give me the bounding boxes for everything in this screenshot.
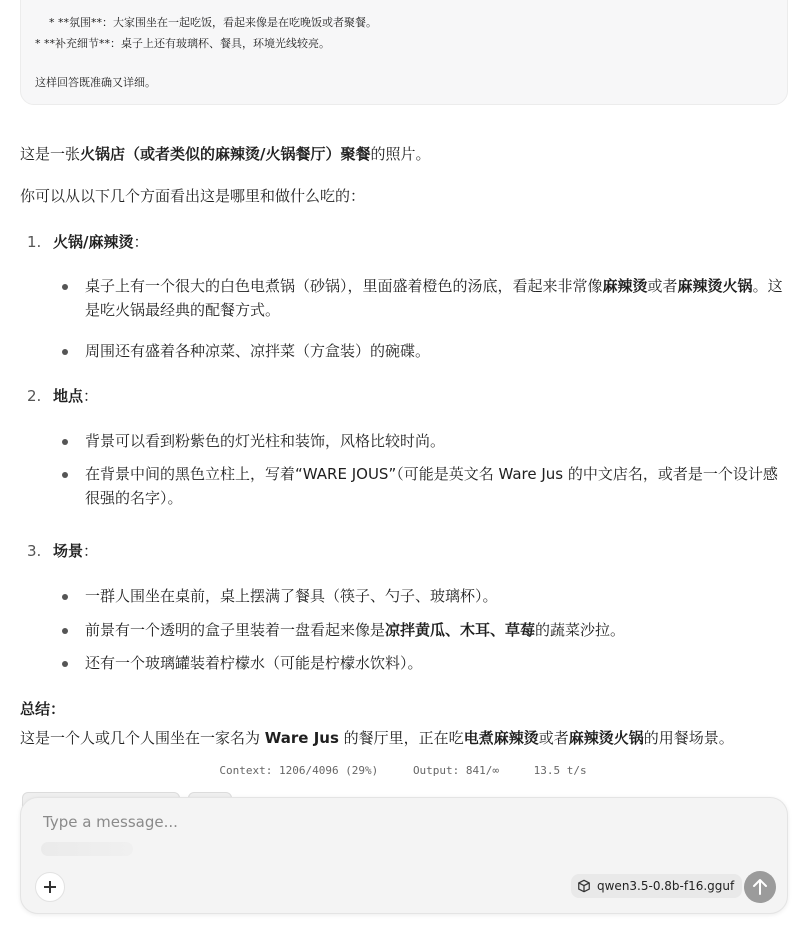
section-title-location <box>53 384 98 408</box>
section-number: 3. <box>27 542 42 560</box>
bullet-dot <box>62 349 68 355</box>
bullet-text-a: 桌子上有一个很大的白色电煮锅（砂锅），里面盛着橙色的汤底，看起来非常像 <box>85 277 603 295</box>
summary-text-bold: 麻辣烫火锅 <box>568 729 644 747</box>
bullet-text-bold: 麻辣烫火锅 <box>677 277 753 295</box>
summary-text: 这是一个人或几个人围坐在一家名为 <box>20 729 265 747</box>
message-composer <box>20 797 788 914</box>
summary-label <box>20 697 65 721</box>
previous-line-atmosphere: * **氛围**：大家围坐在一起吃饭，看起来像是在吃晚饭或者聚餐。 <box>49 16 377 29</box>
section-colon: ： <box>83 542 99 560</box>
bullet-text-a: 前景有一个透明的盒子里装着一盘看起来像是 <box>85 621 386 639</box>
bullet-text-c: 或者 <box>647 277 678 295</box>
section-title-text: 地点 <box>53 387 84 405</box>
bullet-pot-description <box>85 274 790 322</box>
bullet-dot <box>62 284 68 290</box>
bullet-text-c: 的蔬菜沙拉。 <box>535 621 626 639</box>
bullet-text-e: 。这是吃火锅最经典的配餐方式。 <box>85 277 783 319</box>
intro-paragraph <box>20 142 431 166</box>
bullet-dot <box>62 628 68 634</box>
summary-text: 或者 <box>538 729 569 747</box>
bullet-dot <box>62 594 68 600</box>
bullet-salad <box>85 618 790 642</box>
model-selector[interactable] <box>571 874 742 898</box>
summary-text-bold: 电煮麻辣烫 <box>463 729 539 747</box>
message-input[interactable] <box>41 812 645 832</box>
previous-line-conclusion: 这样回答既准确又详细。 <box>35 76 156 89</box>
bullet-dot <box>62 472 68 478</box>
bullet-people: 一群人围坐在桌前，桌上摆满了餐具（筷子、勺子、玻璃杯）。 <box>85 587 498 605</box>
bullet-side-dishes: 周围还有盛着各种凉菜、凉拌菜（方盒装）的碗碟。 <box>85 342 431 360</box>
section-colon: ： <box>83 387 99 405</box>
previous-message-block <box>20 0 788 105</box>
bullet-dot <box>62 439 68 445</box>
intro-text-bold: 火锅店（或者类似的麻辣烫/火锅餐厅）聚餐 <box>80 145 371 163</box>
section-title-hotpot <box>53 230 149 254</box>
plus-icon[interactable] <box>35 872 65 902</box>
bullet-dot <box>62 661 68 667</box>
send-button[interactable] <box>744 871 776 903</box>
section-title-text: 火锅/麻辣烫 <box>53 233 134 251</box>
summary-text: 的用餐场景。 <box>643 729 734 747</box>
model-name: qwen3.5-0.8b-f16.gguf <box>597 879 735 893</box>
section-colon: ： <box>133 233 149 251</box>
context-stat: Context: 1206/4096 (29%) <box>219 764 379 777</box>
intro-text-c: 的照片。 <box>370 145 431 163</box>
summary-text-bold: Ware Jus <box>264 729 339 747</box>
generation-stats <box>0 764 806 777</box>
output-stat: Output: 841/∞ <box>412 764 500 777</box>
bullet-lemonade: 还有一个玻璃罐装着柠檬水（可能是柠檬水饮料）。 <box>85 654 423 672</box>
lead-paragraph: 你可以从以下几个方面看出这是哪里和做什么吃的： <box>20 187 366 205</box>
section-number: 2. <box>27 387 42 405</box>
section-number: 1. <box>27 233 42 251</box>
bullet-sign: 在背景中间的黑色立柱上，写着“WARE JOUS”（可能是英文名 Ware Jus 的中文店名，或者是一个设计感很强的名字）。 <box>85 465 778 507</box>
summary-paragraph <box>20 726 734 750</box>
bullet-text-bold: 麻辣烫 <box>602 277 648 295</box>
speed-stat: 13.5 t/s <box>533 764 587 777</box>
summary-text: 的餐厅里，正在吃 <box>338 729 464 747</box>
previous-line-details: * **补充细节**：桌子上还有玻璃杯、餐具，环境光线较亮。 <box>35 37 330 50</box>
bullet-lighting: 背景可以看到粉紫色的灯光柱和装饰，风格比较时尚。 <box>85 432 446 450</box>
cube-icon <box>577 879 591 893</box>
bullet-text-bold: 凉拌黄瓜、木耳、草莓 <box>385 621 536 639</box>
arrow-up-icon <box>744 871 776 903</box>
summary-label-text: 总结： <box>20 700 66 718</box>
blurred-text <box>41 842 133 856</box>
section-title-scene <box>53 539 98 563</box>
section-title-text: 场景 <box>53 542 84 560</box>
intro-text-a: 这是一张 <box>20 145 81 163</box>
